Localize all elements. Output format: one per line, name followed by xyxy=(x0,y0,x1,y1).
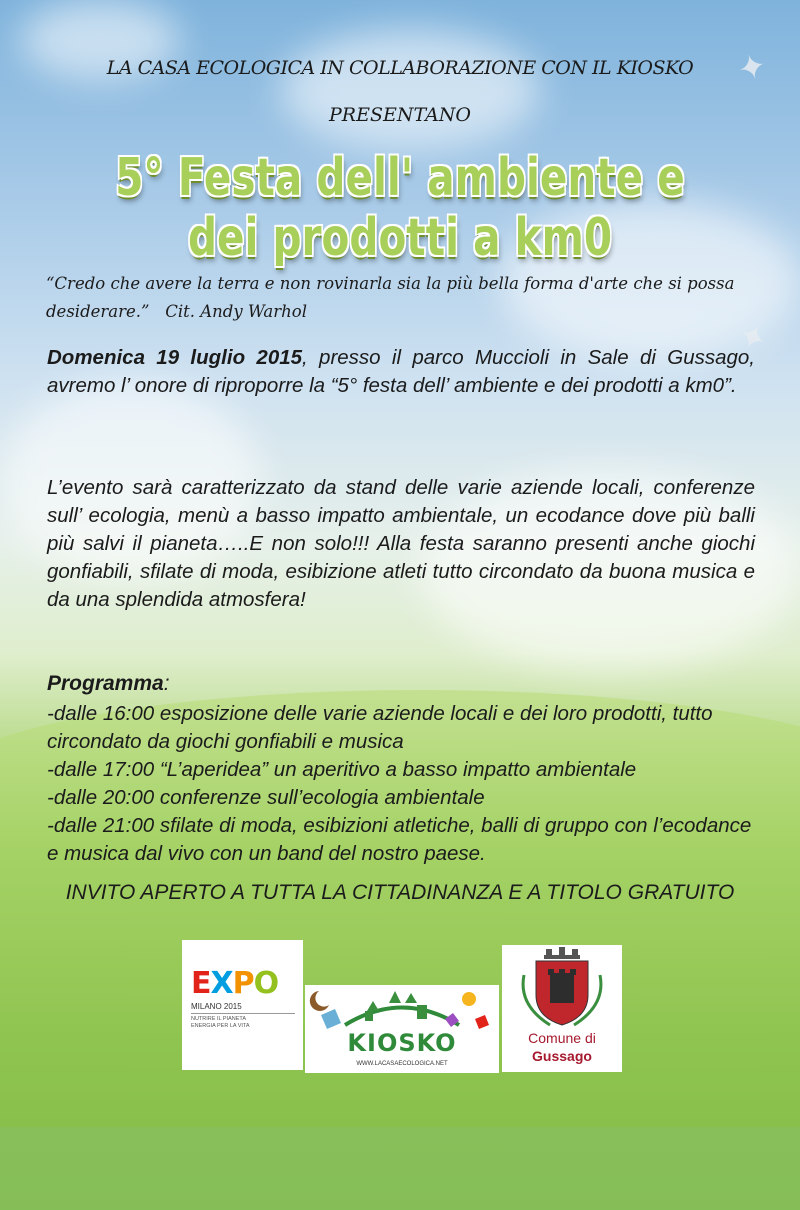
bird-icon: ✦ xyxy=(733,44,772,92)
cloud xyxy=(280,30,540,150)
quote xyxy=(46,270,746,326)
expo-logo xyxy=(182,940,303,1070)
organizers-line: LA CASA ECOLOGICA IN COLLABORAZIONE CON IL KIOSKO xyxy=(106,57,694,79)
presents-line: PRESENTANO xyxy=(328,104,472,126)
kiosko-url: WWW.LACASAECOLOGICA.NET xyxy=(356,1061,448,1067)
expo-city: MILANO 2015 xyxy=(191,1002,242,1011)
expo-letter: O xyxy=(253,966,279,1001)
expo-letter: E xyxy=(191,966,211,1001)
event-title: 5° Festa dell' ambiente e dei prodotti a km0 xyxy=(115,148,685,268)
coat-of-arms-icon xyxy=(502,945,622,1029)
program-list xyxy=(47,700,767,868)
event-date: Domenica 19 luglio 2015 xyxy=(47,346,303,369)
comune-logo xyxy=(502,945,622,1072)
quote-citation: Cit. Andy Warhol xyxy=(165,302,307,321)
program-heading-colon: : xyxy=(163,672,170,695)
description-paragraph: L’evento sarà caratterizzato da stand delle varie aziende locali, conferenze sull’ ecologia, menù a basso impatto ambientale, un ecodance dove più balli più salvi il pianeta…..E non solo!!! Alla festa saranno presenti anche giochi gonfiabili, sfilate di moda, esibizione atleti tutto circondato da buona musica e da una splendida atmosfera! xyxy=(47,476,755,611)
bird-icon: ✦ xyxy=(730,313,774,363)
comune-name xyxy=(502,1029,622,1065)
program-item: -dalle 17:00 “L’aperidea” un aperitivo a basso impatto ambientale xyxy=(47,758,637,781)
expo-slogan xyxy=(191,1013,295,1030)
comune-line: Comune di xyxy=(528,1030,596,1046)
expo-slogan-line: ENERGIA PER LA VITA xyxy=(191,1023,250,1029)
invitation: INVITO APERTO A TUTTA LA CITTADINANZA E A TITOLO GRATUITO xyxy=(65,881,735,904)
quote-text: “Credo che avere la terra e non rovinarla sia la più bella forma d'arte che si possa desiderare.” xyxy=(46,274,735,321)
expo-slogan-line: NUTRIRE IL PIANETA xyxy=(191,1016,247,1022)
program-item: -dalle 21:00 sfilate di moda, esibizioni atletiche, balli di gruppo con l’ecodance e musica dal vivo con un band del nostro paese. xyxy=(47,814,752,865)
expo-letter: X xyxy=(210,966,233,1001)
program-item: -dalle 20:00 conferenze sull’ecologia ambientale xyxy=(47,786,485,809)
program-heading xyxy=(47,672,170,696)
comune-town: Gussago xyxy=(532,1048,592,1064)
expo-wordmark xyxy=(191,966,278,1001)
program-heading-label: Programma xyxy=(47,672,164,695)
kiosko-name: KIOSKO xyxy=(347,1029,457,1057)
intro-text: , presso il parco Muccioli in Sale di Gussago, avremo l’ onore di riproporre la “5° festa dell’ ambiente e dei prodotti a km0”. xyxy=(47,346,755,397)
kiosko-logo xyxy=(305,985,499,1073)
program-item: -dalle 16:00 esposizione delle varie aziende locali e dei loro prodotti, tutto circondato da giochi gonfiabili e musica xyxy=(47,702,713,753)
intro-paragraph xyxy=(47,344,755,400)
expo-letter: P xyxy=(232,966,254,1001)
